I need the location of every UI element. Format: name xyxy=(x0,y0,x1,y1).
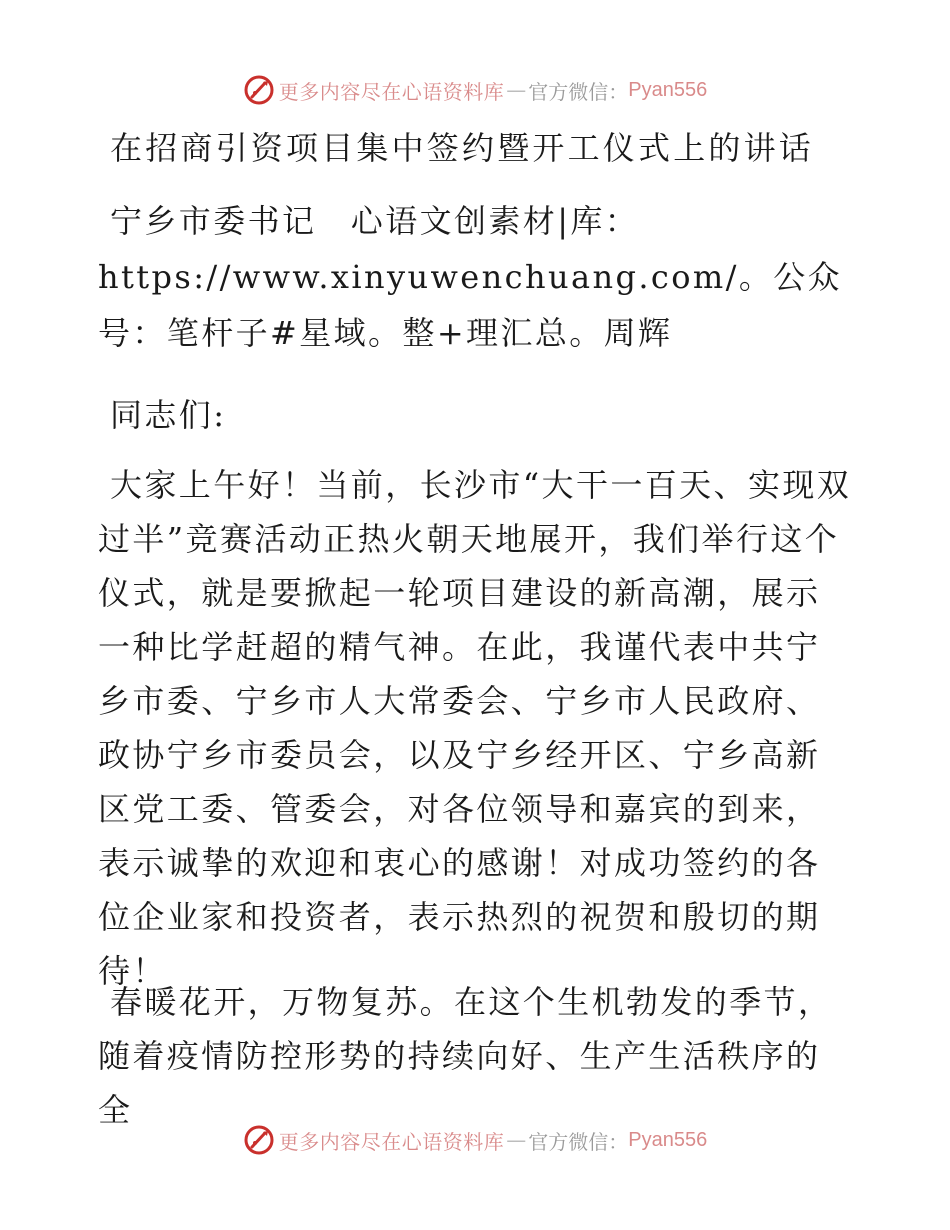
greeting: 同志们: xyxy=(110,396,227,434)
paragraph: 春暖花开，万物复苏。在这个生机勃发的季节，随着疫情防控形势的持续向好、生产生活秩序的全 xyxy=(98,983,833,1129)
paragraph: 大家上午好！当前，长沙市“大干一百天、实现双过半”竞赛活动正热火朝天地展开，我们举行这个仪式，就是要掀起一轮项目建设的新高潮，展示一种比学赶超的精气神。在此，我谨代表中共宁乡市委、宁乡市人大常委会、宁乡市人民政府、政协宁乡市委员会，以及宁乡经开区、宁乡高新区党工委、管委会，对各位领导和嘉宾的到来，表示诚挚的欢迎和衷心的感谢！对成功签约的各位企业家和投资者，表示热烈的祝贺和殷切的期待！ xyxy=(98,466,852,990)
watermark-label: 官方微信： xyxy=(528,79,629,104)
watermark-dash: — xyxy=(506,78,527,102)
header-watermark xyxy=(0,70,950,110)
brand-logo-icon xyxy=(243,74,275,106)
brand-logo-icon xyxy=(243,1124,275,1156)
author-line: 宁乡市委书记 心语文创素材|库：https://www.xinyuwenchuang.com/。公众号：笔杆子#星域。整+理汇总。周辉 xyxy=(98,202,843,352)
watermark-dash: — xyxy=(506,1128,527,1152)
watermark-wechat-id: Pyan556 xyxy=(628,1128,708,1151)
watermark-wechat-id: Pyan556 xyxy=(628,78,708,101)
document-title: 在招商引资项目集中签约暨开工仪式上的讲话 xyxy=(110,129,815,167)
watermark-brand-text: 更多内容尽在心语资料库 xyxy=(278,1129,505,1154)
footer-watermark xyxy=(0,1120,950,1160)
watermark-label: 官方微信： xyxy=(528,1129,629,1154)
watermark-brand-text: 更多内容尽在心语资料库 xyxy=(278,79,505,104)
